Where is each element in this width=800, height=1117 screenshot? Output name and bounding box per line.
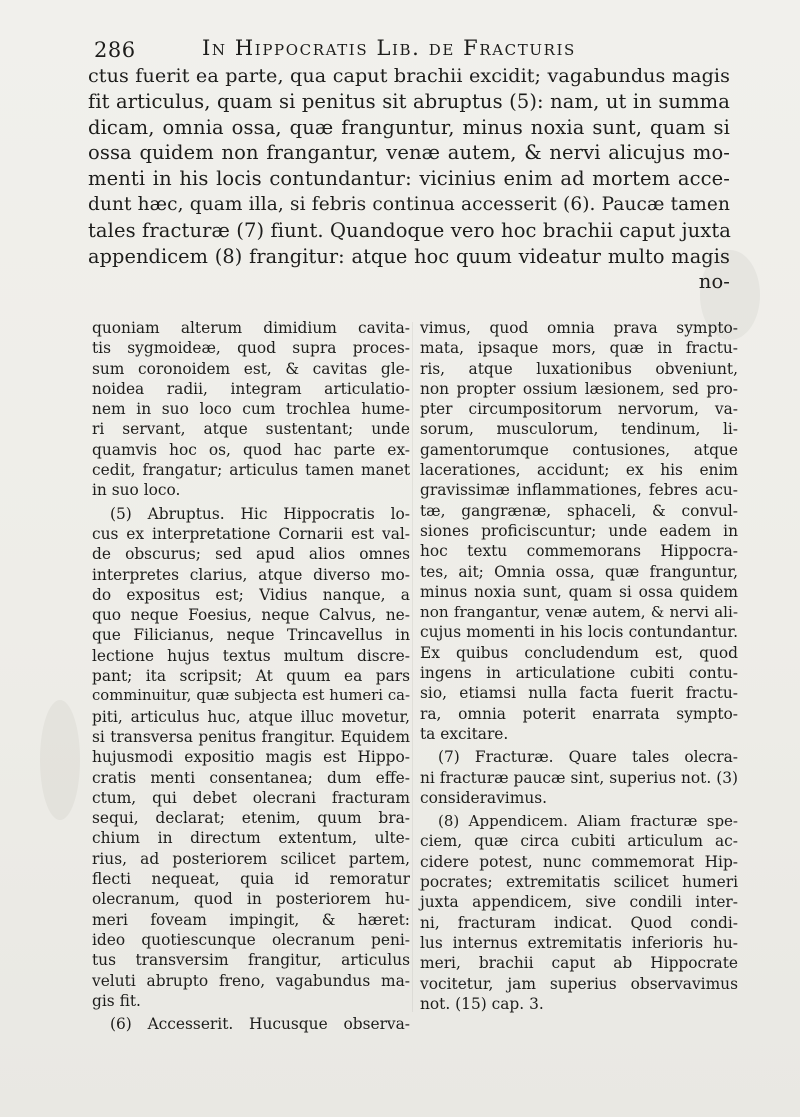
- note-line: gamentorumque contusiones, atque: [420, 440, 738, 459]
- note-line: ni fracturæ paucæ sint, superius not. (3): [420, 768, 738, 787]
- page-number: 286: [94, 38, 136, 62]
- note-line: hoc textu commemorans Hippocra-: [420, 542, 738, 561]
- note-line: sorum, musculorum, tendinum, li-: [420, 420, 738, 439]
- note-line: quamvis hoc os, quod hac parte ex-: [92, 440, 410, 459]
- note-line: do expositus est; Vidius nanque, a: [92, 585, 410, 604]
- main-text-line: ossa quidem non frangantur, venæ autem, & nervi alicujus mo-: [88, 141, 730, 165]
- note-line: ris, atque luxationibus obveniunt,: [420, 359, 738, 378]
- main-text-line: menti in his locis contundantur: vicinius enim ad mortem acce-: [88, 167, 730, 191]
- note-line: meri, brachii caput ab Hippocrate: [420, 954, 738, 973]
- note-line: consideravimus.: [420, 788, 548, 807]
- note-heading-5: (5) Abruptus. Hic Hippocratis lo-: [110, 504, 410, 523]
- note-line: non frangantur, venæ autem, & nervi ali-: [420, 603, 738, 622]
- note-line: lectione hujus textus multum discre-: [92, 646, 410, 665]
- note-line: ta excitare.: [420, 724, 509, 743]
- page-header: [94, 34, 734, 66]
- note-line: nem in suo loco cum trochlea hume-: [92, 400, 410, 419]
- running-title: In Hippocratis Lib. de Fracturis: [202, 36, 576, 60]
- note-line: lacerationes, accidunt; ex his enim: [420, 461, 738, 480]
- note-line: pter circumpositorum nervorum, va-: [420, 400, 738, 419]
- note-line: comminuitur, quæ subjecta est humeri ca-: [92, 687, 410, 705]
- main-text-block: [88, 63, 730, 295]
- note-line: gis fit.: [92, 991, 141, 1010]
- note-line: lus internus extremitatis inferioris hu-: [420, 933, 738, 952]
- note-line: cus ex interpretatione Cornarii est val-: [92, 524, 410, 543]
- catchword: no-: [698, 270, 730, 294]
- note-line: ideo quotiescunque olecranum peni-: [92, 930, 410, 949]
- column-divider: [412, 322, 413, 1012]
- main-text-line: ctus fuerit ea parte, qua caput brachii excidit; vagabundus magis: [88, 64, 730, 87]
- note-line: cidere potest, nunc commemorat Hip-: [420, 852, 738, 871]
- note-line: rius, ad posteriorem scilicet partem,: [92, 849, 410, 868]
- note-line: ingens in articulatione cubiti contu-: [420, 664, 738, 683]
- note-line: si transversa penitus frangitur. Equidem: [92, 727, 410, 746]
- main-text-line: dunt hæc, quam illa, si febris continua accesserit (6). Paucæ tamen: [88, 193, 730, 215]
- note-line: quo neque Foesius, neque Calvus, ne-: [92, 606, 410, 625]
- note-line: ni, fracturam indicat. Quod condi-: [420, 913, 738, 932]
- note-line: minus noxia sunt, quam si ossa quidem: [420, 582, 738, 601]
- notes-column-left: [92, 318, 410, 1034]
- note-line: interpretes clarius, atque diverso mo-: [92, 565, 410, 584]
- note-line: de obscurus; sed apud alios omnes: [92, 545, 410, 564]
- main-text-line: fit articulus, quam si penitus sit abruptus (5): nam, ut in summa: [88, 89, 730, 113]
- note-line: tes, ait; Omnia ossa, quæ franguntur,: [420, 562, 738, 581]
- note-line: chium in directum extentum, ulte-: [92, 829, 410, 848]
- note-line: mata, ipsaque mors, quæ in fractu-: [420, 339, 738, 358]
- note-line: gravissimæ inflammationes, febres acu-: [420, 481, 738, 500]
- note-line: juxta appendicem, sive condili inter-: [420, 893, 738, 912]
- note-line: flecti nequeat, quia id remoratur: [92, 870, 410, 889]
- note-line: sequi, declarat; etenim, quum bra-: [92, 809, 410, 828]
- note-heading-7: (7) Fracturæ. Quare tales olecra-: [438, 748, 738, 767]
- note-line: tus transversim frangitur, articulus: [92, 951, 410, 970]
- note-line: sum coronoidem est, & cavitas gle-: [92, 359, 410, 378]
- note-line: meri foveam impingit, & hæret:: [92, 910, 410, 929]
- note-line: tæ, gangrænæ, sphaceli, & convul-: [420, 501, 738, 520]
- note-line: tis sygmoideæ, quod supra proces-: [92, 339, 410, 358]
- note-line: olecranum, quod in posteriorem hu-: [92, 890, 410, 909]
- main-text-line: dicam, omnia ossa, quæ franguntur, minus noxia sunt, quam si: [88, 115, 730, 139]
- note-line: sio, etiamsi nulla facta fuerit fractu-: [420, 684, 738, 703]
- note-line: veluti abrupto freno, vagabundus ma-: [92, 971, 410, 990]
- note-line: que Filicianus, neque Trincavellus in: [92, 626, 410, 645]
- note-line: cujus momenti in his locis contundantur.: [420, 623, 738, 642]
- note-line: non propter ossium læsionem, sed pro-: [420, 379, 738, 398]
- note-line: ra, omnia poterit enarrata sympto-: [420, 704, 738, 723]
- note-line: ri servant, atque sustentant; unde: [92, 420, 410, 439]
- note-line: hujusmodi expositio magis est Hippo-: [92, 748, 410, 767]
- note-line: in suo loco.: [92, 481, 181, 500]
- note-line: ciem, quæ circa cubiti articulum ac-: [420, 832, 738, 851]
- note-line: quoniam alterum dimidium cavita-: [92, 319, 410, 337]
- note-line: cedit, frangatur; articulus tamen manet: [92, 461, 410, 480]
- note-line: pocrates; extremitatis scilicet humeri: [420, 873, 738, 892]
- note-line: pant; ita scripsit; At quum ea pars: [92, 667, 410, 686]
- note-line: noidea radii, integram articulatio-: [92, 379, 410, 398]
- note-line: ctum, qui debet olecrani fracturam: [92, 788, 410, 807]
- main-text-line: appendicem (8) frangitur: atque hoc quum videatur multo magis: [88, 244, 730, 268]
- note-line: vimus, quod omnia prava sympto-: [420, 319, 738, 337]
- note-heading-8: (8) Appendicem. Aliam fracturæ spe-: [438, 812, 738, 831]
- note-line: siones proficiscuntur; unde eadem in: [420, 521, 738, 540]
- notes-column-right: [420, 318, 738, 1014]
- note-line: not. (15) cap. 3.: [420, 994, 544, 1013]
- note-line: piti, articulus huc, atque illuc movetur,: [92, 707, 410, 726]
- main-text-line: tales fracturæ (7) fiunt. Quandoque vero hoc brachii caput juxta: [88, 218, 732, 242]
- note-line: vocitetur, jam superius observavimus: [420, 974, 738, 993]
- note-line: cratis menti consentanea; dum effe-: [92, 768, 410, 787]
- paper-stain: [40, 700, 80, 820]
- note-heading-6: (6) Accesserit. Hucusque observa-: [110, 1015, 410, 1034]
- note-line: Ex quibus concludendum est, quod: [420, 643, 738, 662]
